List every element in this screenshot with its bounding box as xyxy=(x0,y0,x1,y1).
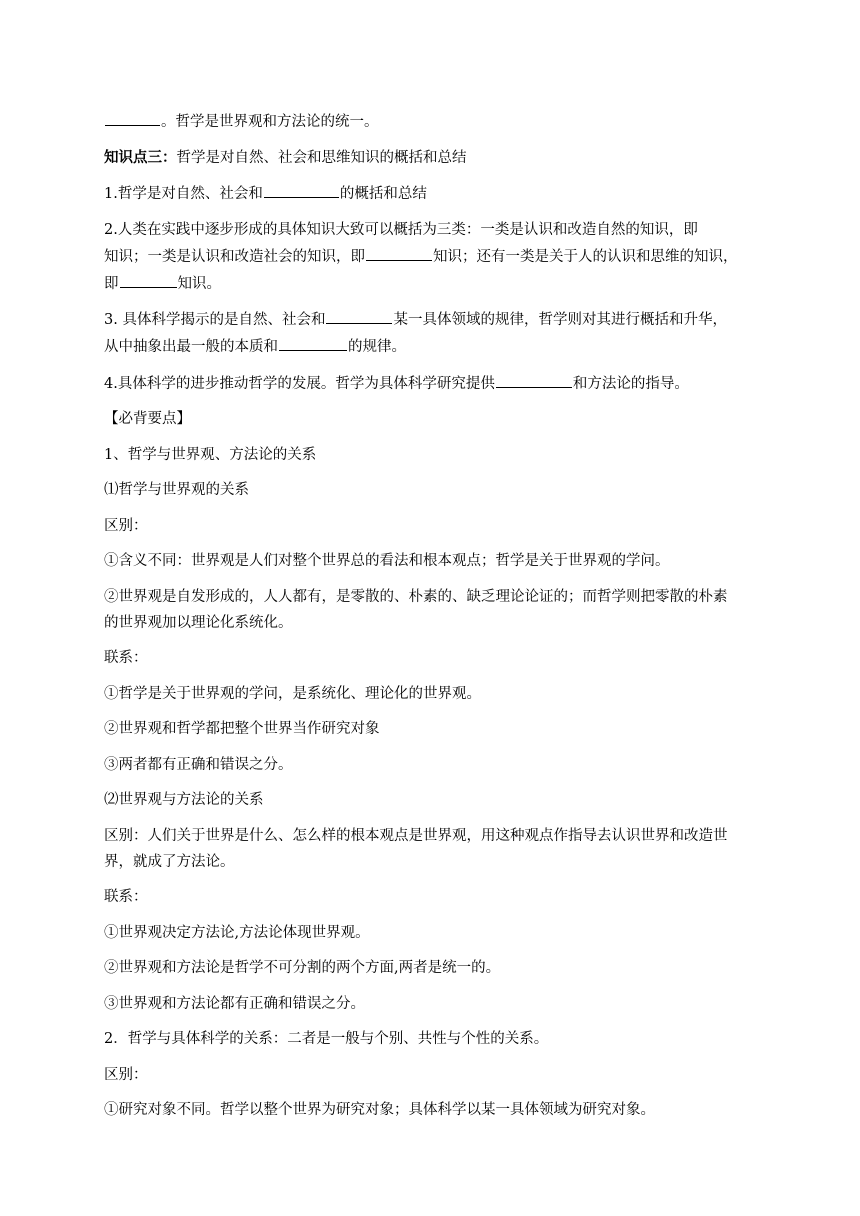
connection-label: 联系： xyxy=(104,650,148,666)
fill-in-blank[interactable] xyxy=(279,333,347,351)
section-heading-point-three xyxy=(104,145,760,171)
paragraph-3-line-1 xyxy=(104,306,760,333)
text: 1.哲学是对自然、社会和 xyxy=(104,186,263,202)
fill-in-blank[interactable] xyxy=(326,306,392,324)
list-item: ②世界观和方法论是哲学不可分割的两个方面,两者是统一的。 xyxy=(104,960,501,976)
list-item-line-1: ②世界观是自发形成的，人人都有，是零散的、朴素的、缺乏理论论证的；而哲学则把零散的朴素 xyxy=(104,588,728,605)
heading-text: 哲学是对自然、社会和思维知识的概括和总结 xyxy=(176,149,467,166)
text: 某一具体领域的规律，哲学则对其进行概括和升华， xyxy=(393,312,727,328)
section-2-title: 2．哲学与具体科学的关系：二者是一般与个别、共性与个性的关系。 xyxy=(104,1031,549,1047)
fill-in-blank[interactable] xyxy=(264,180,339,198)
text: 的规律。 xyxy=(348,339,406,355)
list-item: ①世界观决定方法论,方法论体现世界观。 xyxy=(104,924,370,941)
text: 4.具体科学的进步推动哲学的发展。哲学为具体科学研究提供 xyxy=(104,375,495,392)
connection-label: 联系： xyxy=(104,889,148,905)
list-item-line-2: 的世界观加以理论化系统化。 xyxy=(104,614,293,631)
fill-in-blank[interactable] xyxy=(366,243,432,261)
paragraph-2-line-2 xyxy=(104,243,760,270)
key-points-heading: 【必背要点】 xyxy=(104,411,191,427)
list-item: ①研究对象不同。哲学以整个世界为研究对象；具体科学以某一具体领域为研究对象。 xyxy=(104,1102,655,1118)
list-item: ②世界观和哲学都把整个世界当作研究对象 xyxy=(104,721,380,737)
paragraph-3-line-2 xyxy=(104,333,760,360)
text: 的概括和总结 xyxy=(339,186,427,202)
paragraph-2-line-1: 2.人类在实践中逐步形成的具体知识大致可以概括为三类：一类是认识和改造自然的知识，即 xyxy=(104,221,698,238)
subsection-1-title: ⑴哲学与世界观的关系 xyxy=(104,482,249,498)
text: 知识；一类是认识和改造社会的知识，即 xyxy=(104,248,365,265)
list-item: ①哲学是关于世界观的学问，是系统化、理论化的世界观。 xyxy=(104,685,481,702)
difference-label: 区别： xyxy=(104,1066,148,1083)
heading-label: 知识点三： xyxy=(104,148,177,166)
difference-label: 区别： xyxy=(104,517,148,534)
text: 知识。 xyxy=(177,275,221,292)
fill-in-blank[interactable] xyxy=(105,108,160,126)
section-1-title: 1、哲学与世界观、方法论的关系 xyxy=(104,446,317,463)
paragraph-2-line-3 xyxy=(104,270,760,297)
list-item: ③两者都有正确和错误之分。 xyxy=(104,756,293,773)
document-page xyxy=(104,108,760,1133)
difference-line-2: 界，就成了方法论。 xyxy=(104,853,235,870)
text: 知识；还有一类是关于人的认识和思维的知识， xyxy=(433,248,738,265)
fill-in-blank[interactable] xyxy=(120,270,177,288)
list-item: ③世界观和方法论都有正确和错误之分。 xyxy=(104,995,365,1012)
paragraph-unity xyxy=(104,108,760,135)
list-item: ①含义不同：世界观是人们对整个世界总的看法和根本观点；哲学是关于世界观的学问。 xyxy=(104,553,670,569)
paragraph-1 xyxy=(104,180,760,207)
text: 。哲学是世界观和方法论的统一。 xyxy=(161,114,379,130)
text: 即 xyxy=(104,275,119,292)
text: 和方法论的指导。 xyxy=(572,375,689,392)
text: 3. 具体科学揭示的是自然、社会和 xyxy=(104,312,326,328)
paragraph-4 xyxy=(104,370,760,397)
difference-line-1: 区别：人们关于世界是什么、怎么样的根本观点是世界观，用这种观点作指导去认识世界和改造世 xyxy=(104,827,728,844)
text: 从中抽象出最一般的本质和 xyxy=(104,339,278,355)
fill-in-blank[interactable] xyxy=(496,370,572,388)
subsection-2-title: ⑵世界观与方法论的关系 xyxy=(104,792,264,808)
